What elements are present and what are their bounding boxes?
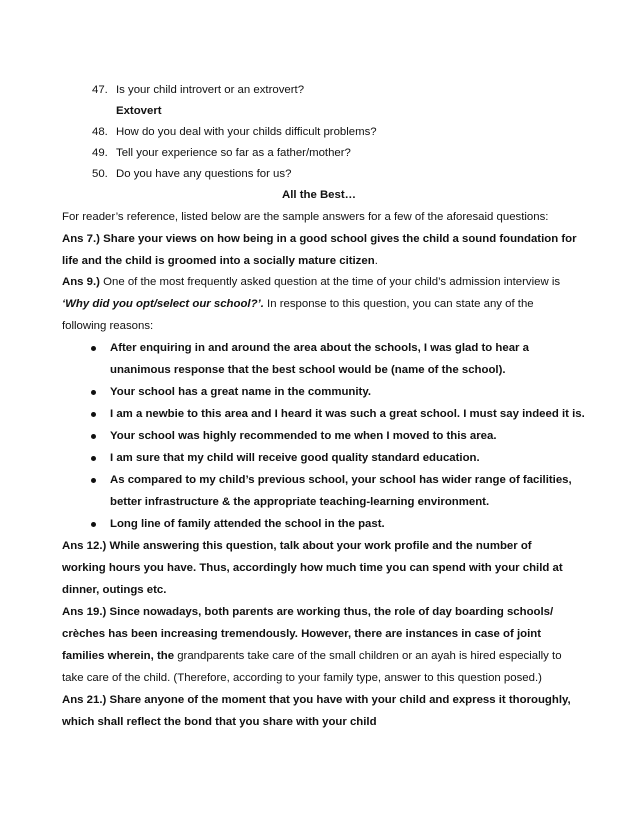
answer-label: Ans 9.) xyxy=(62,276,100,288)
bullet-icon xyxy=(91,434,96,439)
question-text: Do you have any questions for us? xyxy=(116,168,292,180)
intro-paragraph: For reader’s reference, listed below are the sample answers for a few of the aforesaid questions: xyxy=(62,211,549,223)
question-text: Tell your experience so far as a father/mother? xyxy=(116,147,351,159)
bullet-icon xyxy=(91,346,96,351)
question-48 xyxy=(92,125,377,139)
question-text: How do you deal with your childs difficult problems? xyxy=(116,126,377,138)
reason-item: I am sure that my child will receive good quality standard education. xyxy=(110,452,480,464)
answer-19-line: Ans 19.) Since nowadays, both parents are working thus, the role of day boarding schools/ xyxy=(62,606,554,618)
reason-item: After enquiring in and around the area about the schools, I was glad to hear a xyxy=(110,342,529,354)
reason-item: Long line of family attended the school in the past. xyxy=(110,518,385,530)
question-50 xyxy=(92,167,291,181)
question-number: 49. xyxy=(92,147,108,159)
reason-item-continued: better infrastructure & the appropriate teaching-learning environment. xyxy=(110,496,490,508)
question-text: Is your child introvert or an extrovert? xyxy=(116,84,305,96)
bullet-icon xyxy=(91,522,96,527)
closing-heading: All the Best… xyxy=(281,189,357,201)
question-number: 50. xyxy=(92,168,108,180)
question-47 xyxy=(92,83,304,97)
answer-7-line: life and the child is groomed into a socially mature citizen. xyxy=(62,255,378,267)
reason-item: As compared to my child’s previous school, your school has wider range of facilities, xyxy=(110,474,572,486)
question-number: 48. xyxy=(92,126,108,138)
answer-19-line: take care of the child. (Therefore, according to your family type, answer to this question posed.) xyxy=(62,672,542,684)
answer-19-line: crèches has been increasing tremendously. However, there are instances in case of joint xyxy=(62,628,542,640)
answer-21-line: Ans 21.) Share anyone of the moment that you have with your child and express it thoroughly, xyxy=(62,694,571,706)
answer-7-line: Ans 7.) Share your views on how being in a good school gives the child a sound foundation for xyxy=(62,233,577,245)
answer-9-line: following reasons: xyxy=(62,320,154,332)
bullet-icon xyxy=(91,478,96,483)
reason-item: Your school has a great name in the community. xyxy=(110,386,371,398)
answer-19-line: families wherein, the grandparents take care of the small children or an ayah is hired especially to xyxy=(62,650,562,662)
question-number: 47. xyxy=(92,84,108,96)
reason-item: Your school was highly recommended to me when I moved to this area. xyxy=(110,430,497,442)
answer-9-line: ‘Why did you opt/select our school?’. In response to this question, you can state any of the xyxy=(62,298,534,310)
reason-item-continued: unanimous response that the best school would be (name of the school). xyxy=(110,364,506,376)
answer-12-line: dinner, outings etc. xyxy=(62,584,167,596)
bullet-icon xyxy=(91,412,96,417)
answer-9-line: Ans 9.) One of the most frequently asked question at the time of your child’s admission interview is xyxy=(62,276,561,288)
bullet-icon xyxy=(91,390,96,395)
answer-21-line: which shall reflect the bond that you share with your child xyxy=(62,716,377,728)
question-47-answer: Extovert xyxy=(116,105,162,117)
answer-12-line: working hours you have. Thus, accordingly how much time you can spend with your child at xyxy=(62,562,563,574)
reason-item: I am a newbie to this area and I heard it was such a great school. I must say indeed it is. xyxy=(110,408,585,420)
question-49 xyxy=(92,146,351,160)
quoted-question: ‘Why did you opt/select our school?’. xyxy=(62,298,264,310)
answer-12-line: Ans 12.) While answering this question, talk about your work profile and the number of xyxy=(62,540,532,552)
bullet-icon xyxy=(91,456,96,461)
